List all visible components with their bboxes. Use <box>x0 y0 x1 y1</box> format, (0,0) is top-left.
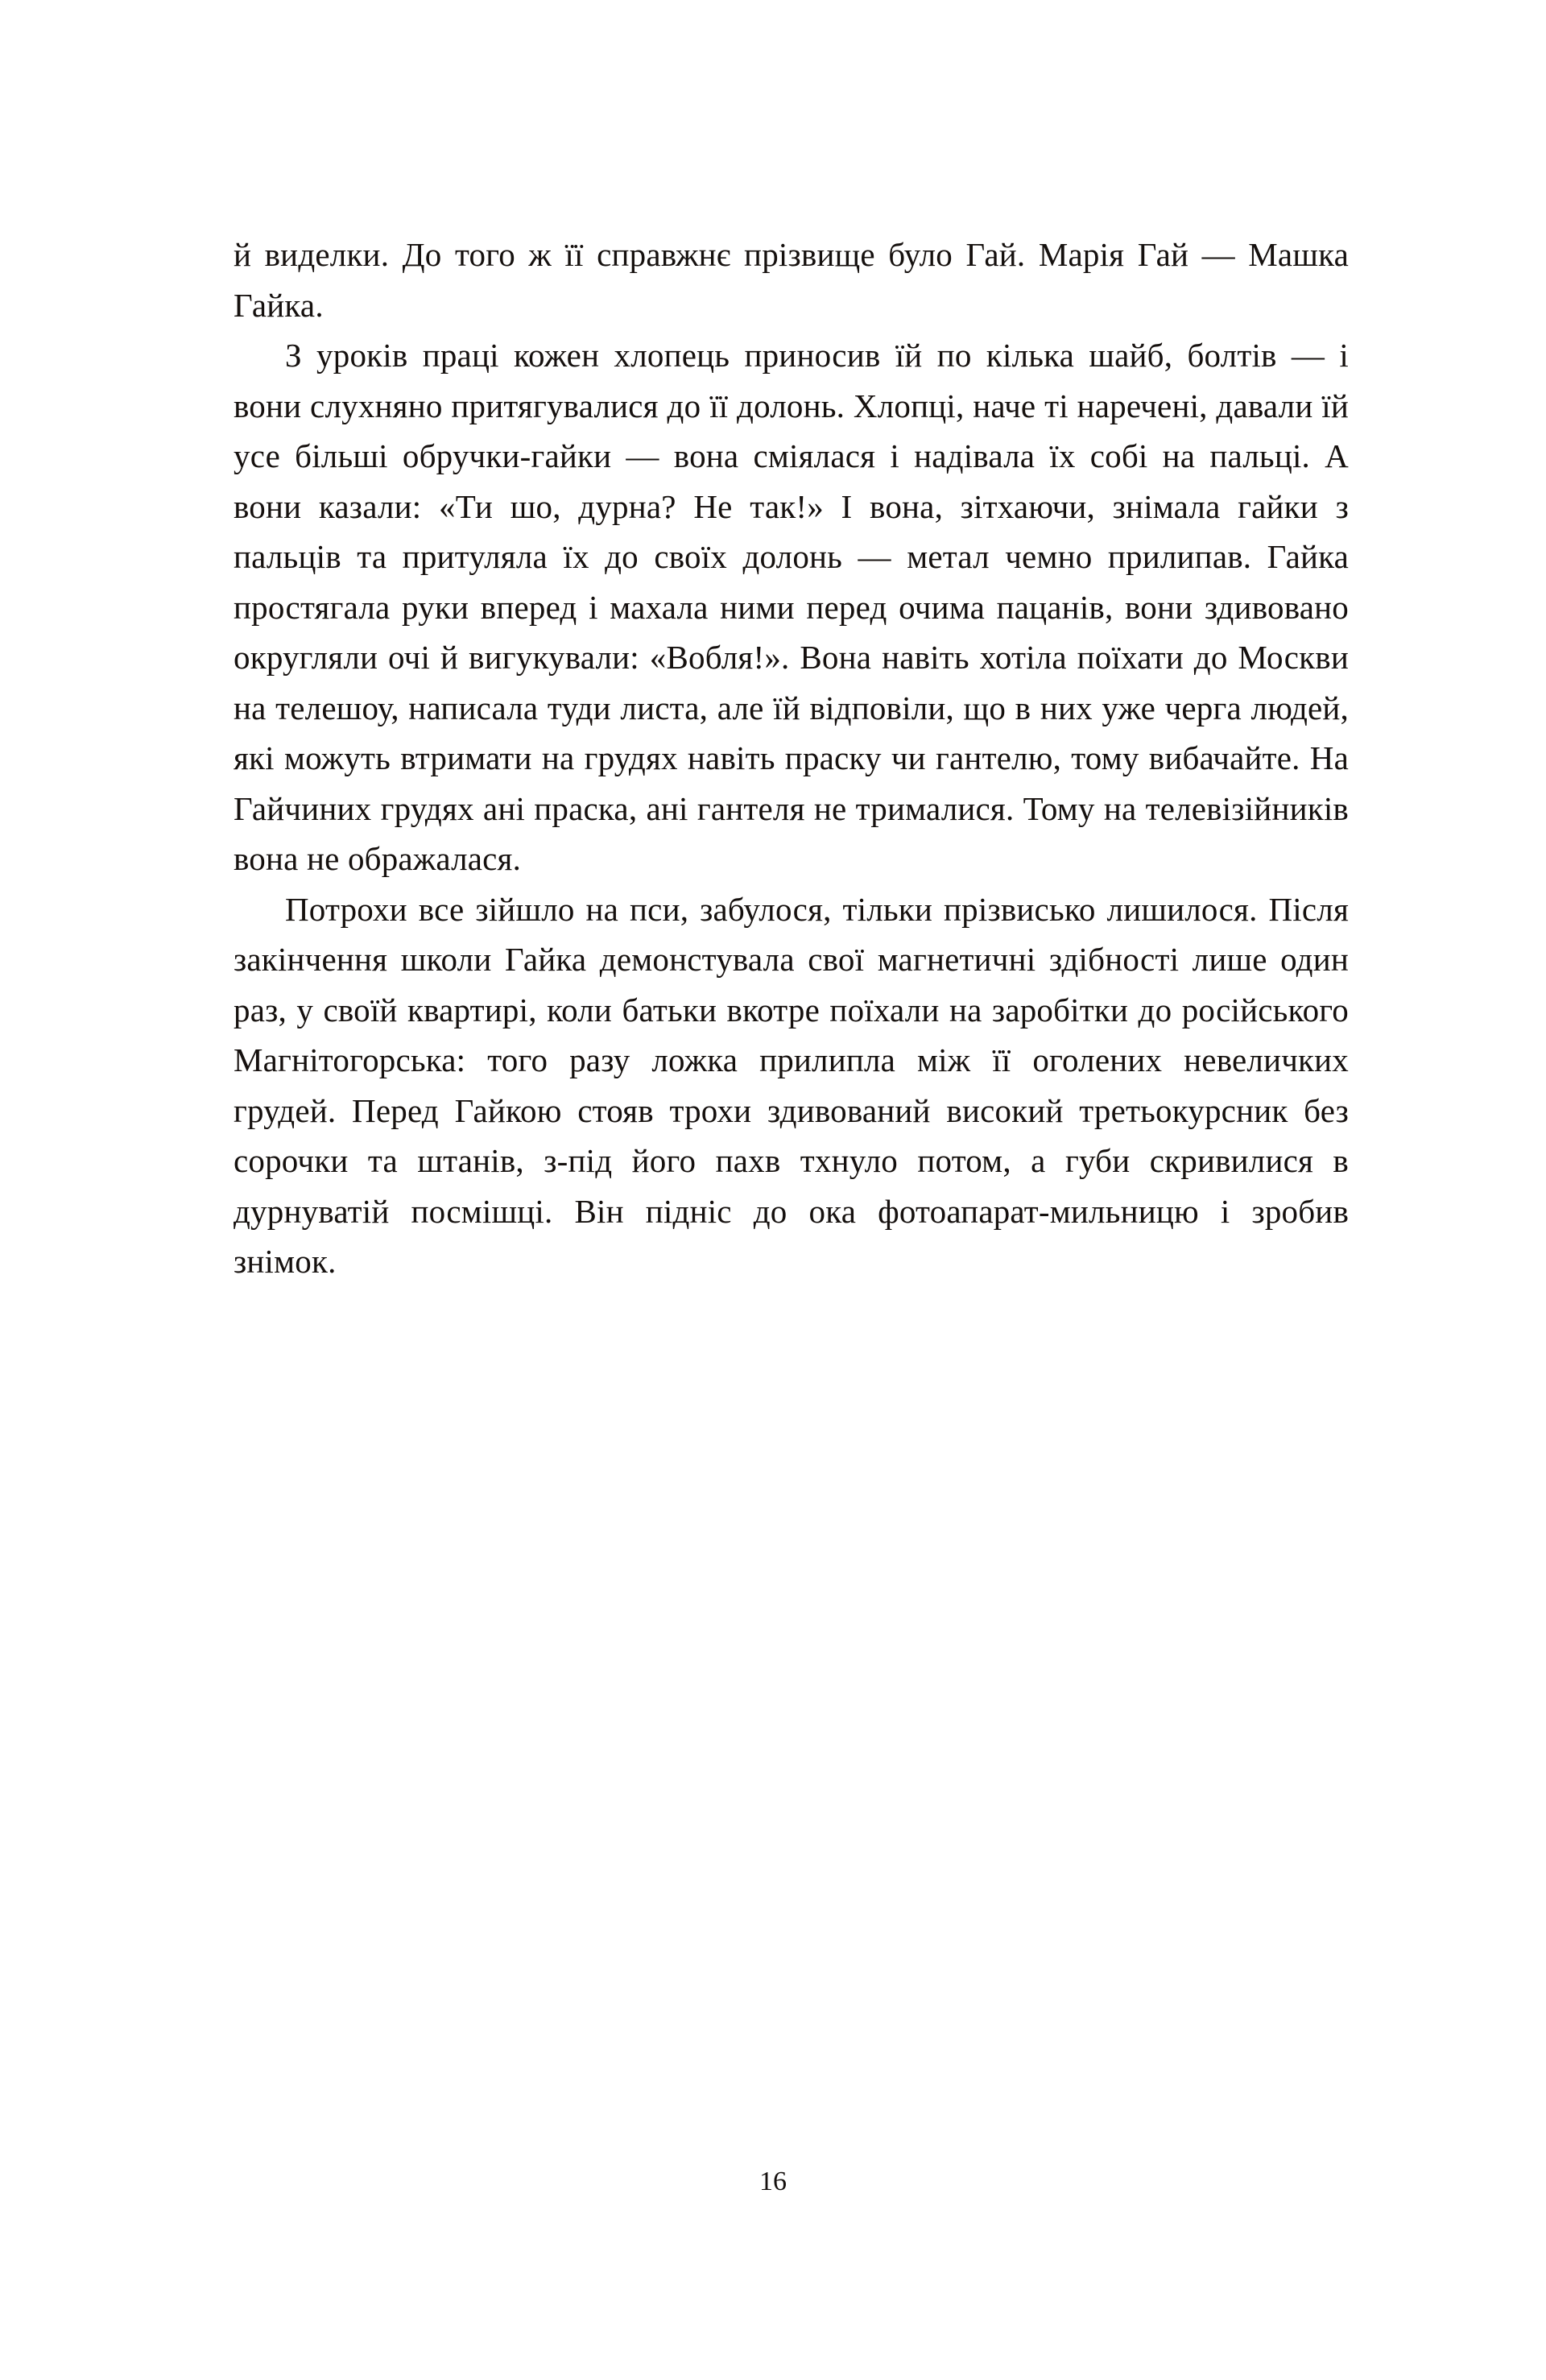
paragraph: й виделки. До того ж її справжнє прізвище було Гай. Марія Гай — Машка Гайка. <box>234 236 1349 324</box>
paragraph: З уроків праці кожен хлопець приносив їй по кілька шайб, болтів — і вони слухняно притягувалися до її долонь. Хлопці, наче ті наречені, давали їй усе більші обручки-гайки — вона сміялася і надівала їх собі на пальці. А вони казали: «Ти шо, дурна? Не так!» І вона, зітхаючи, знімала гайки з пальців та притуляла їх до своїх долонь — метал чемно прилипав. Гайка простягала руки вперед і махала ними перед очима пацанів, вони здивовано округляли очі й вигукували: «Вобля!». Вона навіть хотіла поїхати до Москви на телешоу, написала туди листа, але їй відповіли, що в них уже черга людей, які можуть втримати на грудях навіть праску чи гантелю, тому вибачайте. На Гайчиних грудях ані праска, ані гантеля не трималися. Тому на телевізійників вона не ображалася. <box>234 337 1349 878</box>
page-text-body <box>234 230 1349 1287</box>
page-number: 16 <box>759 2167 787 2196</box>
paragraph: Потрохи все зійшло на пси, забулося, тільки прізвисько лишилося. Після закінчення школи Гайка демонстувала свої магнетичні здібності лише один раз, у своїй квартирі, коли батьки вкотре поїхали на заробітки до російського Магнітогорська: того разу ложка прилипла між її оголених невеличких грудей. Перед Гайкою стояв трохи здивований високий третьокурсник без сорочки та штанів, з-під його пахв тхнуло потом, а губи скривилися в дурнуватій посмішці. Він підніс до ока фотоапарат-мильницю і зробив знімок. <box>234 890 1349 1281</box>
